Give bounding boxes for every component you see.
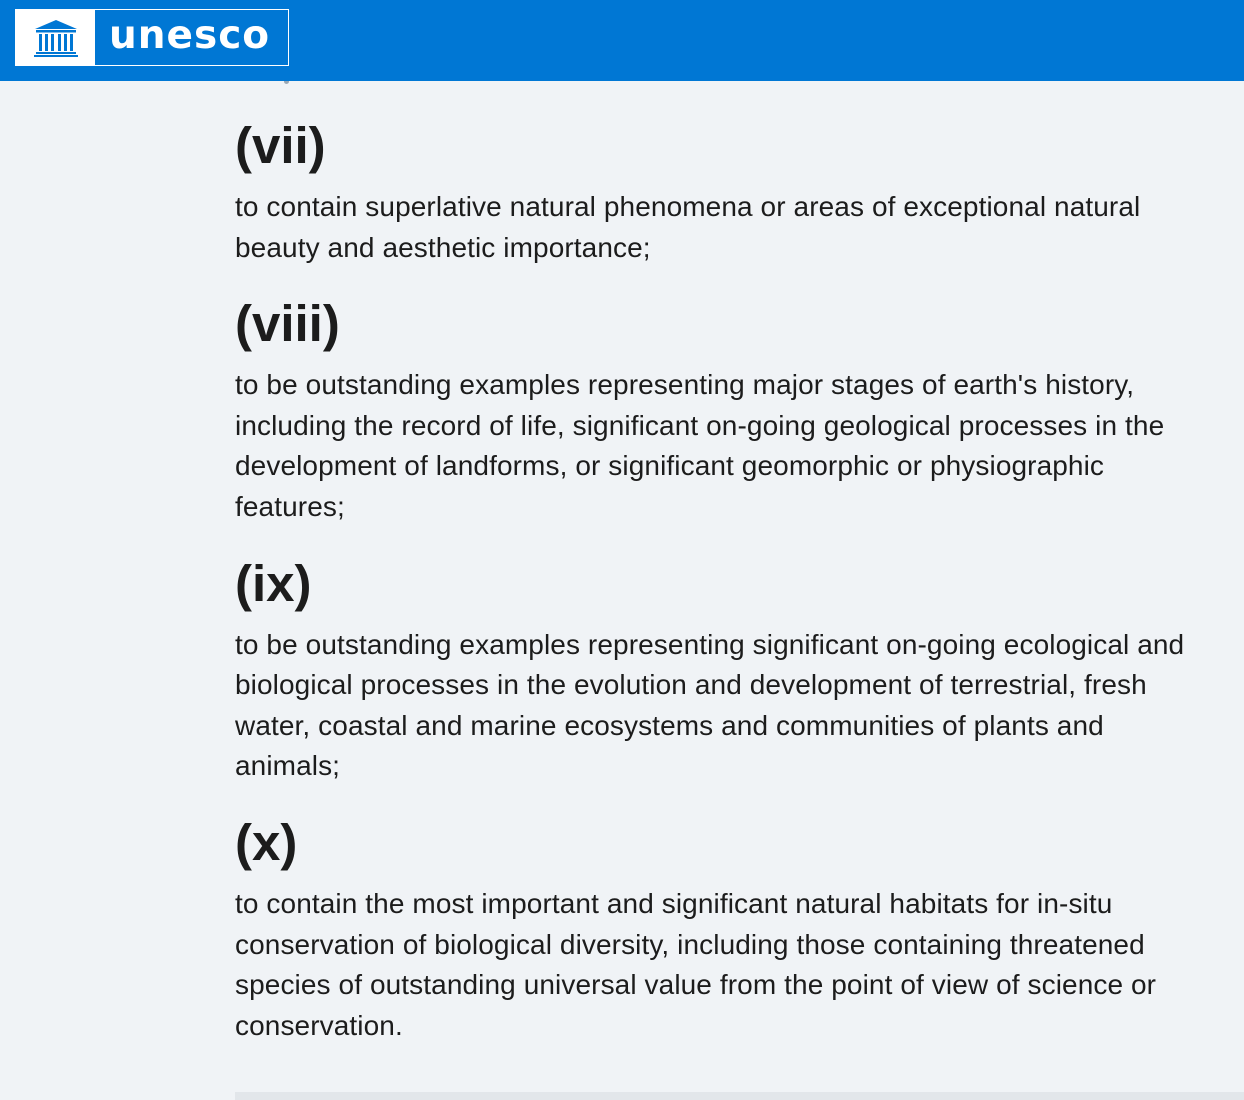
section-divider <box>235 1092 1244 1100</box>
criterion-x <box>235 805 1195 1046</box>
criteria-list <box>235 108 1195 1064</box>
criterion-numeral: (viii) <box>235 295 340 353</box>
criterion-ix <box>235 546 1195 787</box>
criterion-numeral: (x) <box>235 813 298 871</box>
scrollbar-fragment <box>284 81 289 84</box>
criterion-vii <box>235 108 1195 268</box>
criterion-text: to be outstanding examples representing significant on-going ecological and biological processes in the evolution and development of terrestrial, fresh water, coastal and marine ecosystems and communities of plants and animals; <box>235 628 1185 782</box>
criterion-text: to contain the most important and significant natural habitats for in-situ conservation of biological diversity, including those containing threatened species of outstanding universal value from the point of view of science or conservation. <box>235 887 1157 1041</box>
unesco-logo-link[interactable] <box>15 9 289 66</box>
unesco-wordmark: unesco <box>109 13 271 58</box>
criterion-viii <box>235 286 1195 527</box>
criterion-numeral: (vii) <box>235 117 326 174</box>
criterion-text: to be outstanding examples representing major stages of earth's history, including the record of life, significant on-going geological processes in the development of landforms, or significant geomorphic or physiographic features; <box>235 369 1165 522</box>
site-header <box>0 0 1244 81</box>
criterion-numeral: (ix) <box>235 554 312 612</box>
unesco-temple-emblem-icon <box>16 10 95 65</box>
criterion-text: to contain superlative natural phenomena or areas of exceptional natural beauty and aesthetic importance; <box>235 191 1141 263</box>
